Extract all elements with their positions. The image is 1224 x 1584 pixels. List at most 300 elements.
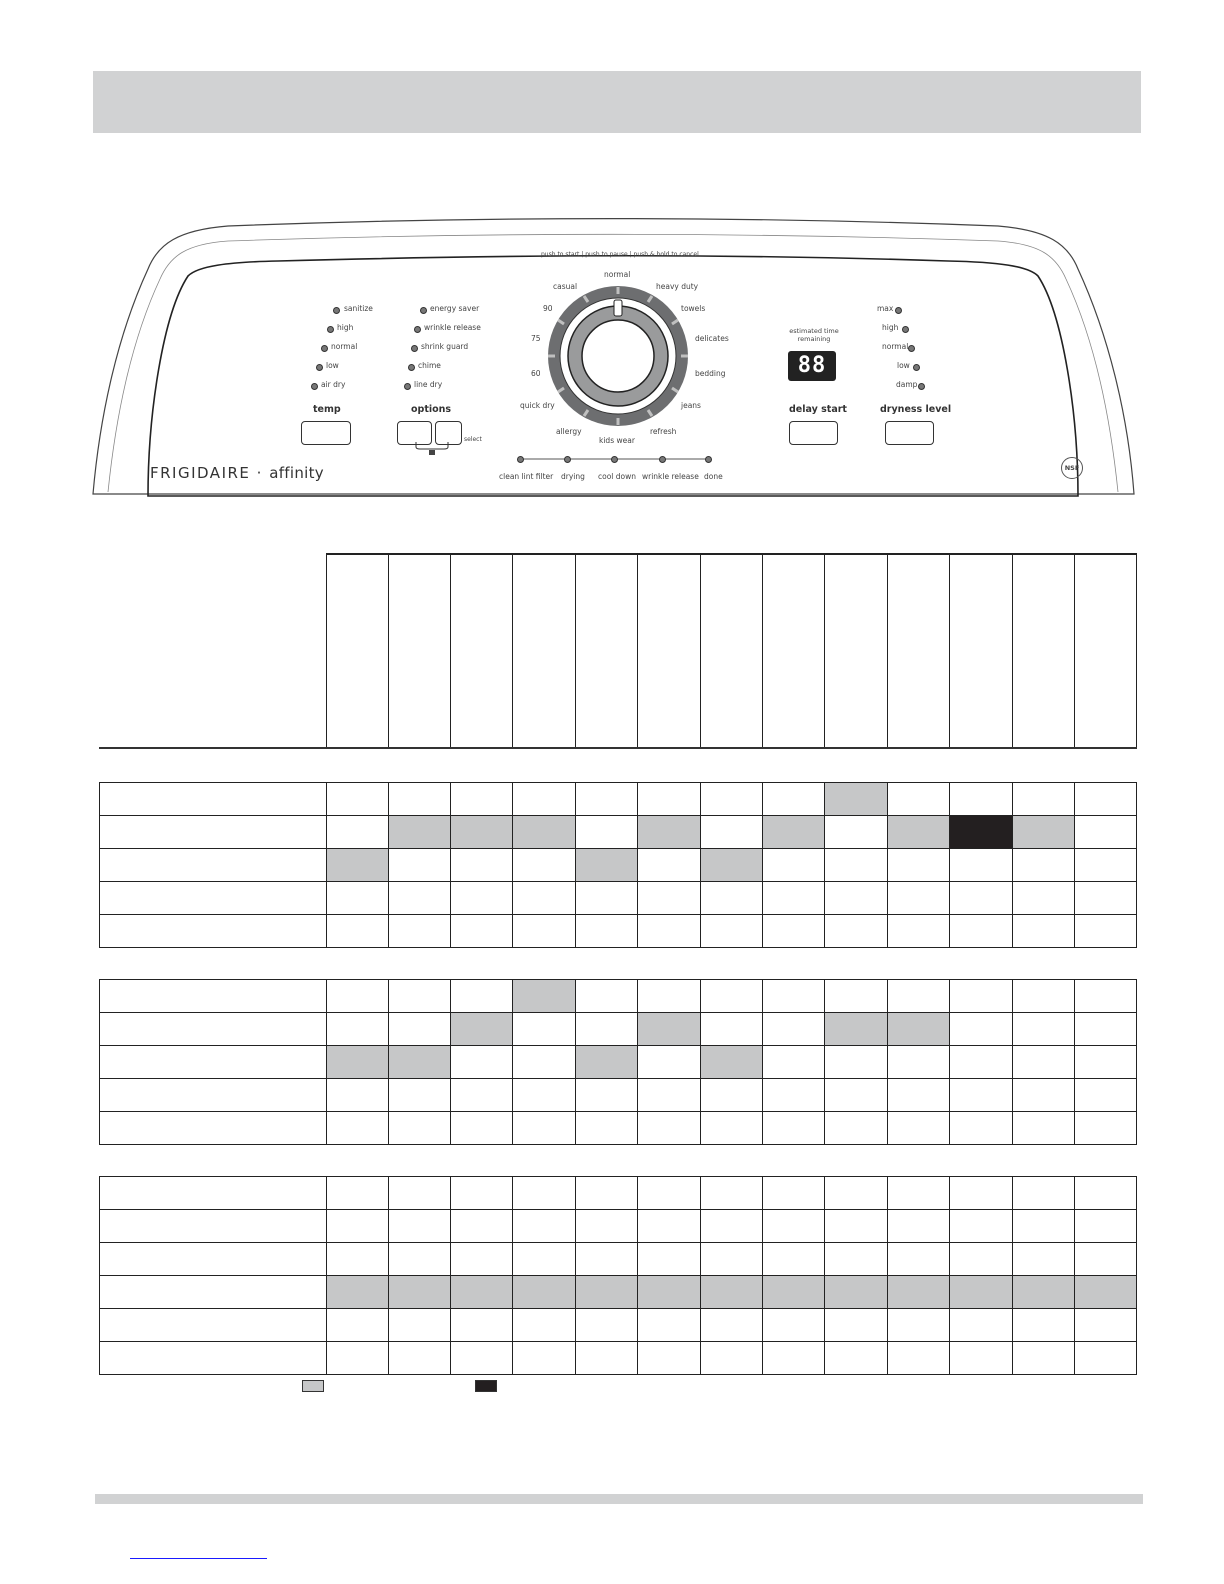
temp-indicator-led bbox=[311, 383, 318, 390]
temp-low: low bbox=[326, 361, 339, 370]
temp-high: high bbox=[337, 323, 354, 332]
table-cell bbox=[326, 782, 389, 816]
cycle-towels: towels bbox=[681, 304, 706, 313]
table-cell bbox=[824, 1275, 888, 1309]
table-cell bbox=[1074, 979, 1137, 1013]
table-cell bbox=[824, 1045, 888, 1079]
dryness-max: max bbox=[877, 304, 894, 313]
table-cell bbox=[326, 848, 389, 882]
table-cell bbox=[824, 914, 888, 948]
table-cell bbox=[762, 1209, 825, 1243]
table-cell bbox=[450, 1209, 513, 1243]
table-cell bbox=[575, 848, 638, 882]
table-cell bbox=[512, 1078, 576, 1112]
status-wrinkle-release: wrinkle release bbox=[642, 472, 699, 481]
table-cell bbox=[762, 1275, 825, 1309]
status-led bbox=[705, 456, 712, 463]
table-cell bbox=[824, 782, 888, 816]
table-cell bbox=[949, 1341, 1013, 1375]
table-cell bbox=[512, 1111, 576, 1145]
table-cell bbox=[450, 848, 513, 882]
row-label-cell bbox=[99, 1045, 327, 1079]
table-cell bbox=[450, 1045, 513, 1079]
table-cell bbox=[887, 782, 950, 816]
temp-sanitize: sanitize bbox=[344, 304, 373, 313]
table-cell bbox=[887, 1275, 950, 1309]
table-cell bbox=[575, 914, 638, 948]
temp-label: temp bbox=[313, 404, 341, 415]
table-cell bbox=[1012, 1012, 1075, 1046]
table-cell bbox=[700, 1242, 763, 1276]
table-cell bbox=[388, 1012, 451, 1046]
table-cell bbox=[700, 1012, 763, 1046]
table-cell bbox=[575, 979, 638, 1013]
table-cell bbox=[700, 1045, 763, 1079]
table-cell bbox=[762, 815, 825, 849]
table-cell bbox=[1074, 815, 1137, 849]
table-cell bbox=[637, 979, 701, 1013]
table-cell bbox=[388, 1209, 451, 1243]
table-cell bbox=[887, 815, 950, 849]
table-cell bbox=[512, 848, 576, 882]
table-cell bbox=[575, 1209, 638, 1243]
table-cell bbox=[1074, 1012, 1137, 1046]
temp-normal: normal bbox=[331, 342, 358, 351]
table-cell bbox=[762, 782, 825, 816]
table-cell bbox=[450, 1275, 513, 1309]
table-cell bbox=[450, 782, 513, 816]
table-cell bbox=[1012, 1176, 1075, 1210]
table-cell bbox=[637, 1242, 701, 1276]
cycle-heavy-duty: heavy duty bbox=[656, 282, 699, 291]
table-cell bbox=[1074, 1111, 1137, 1145]
table-cell bbox=[700, 979, 763, 1013]
table-cell bbox=[1012, 1341, 1075, 1375]
status-led bbox=[659, 456, 666, 463]
dryness-high: high bbox=[882, 323, 899, 332]
table-cell bbox=[1012, 1078, 1075, 1112]
table-cell bbox=[1074, 881, 1137, 915]
table-cell bbox=[512, 1176, 576, 1210]
nsf-badge: NSF bbox=[1061, 457, 1083, 479]
table-cell bbox=[887, 1308, 950, 1342]
status-done: done bbox=[704, 472, 723, 481]
table-cell bbox=[887, 881, 950, 915]
table-cell bbox=[512, 1045, 576, 1079]
start-hint: push to start | push to pause | push & hold to cancel bbox=[541, 251, 699, 258]
column-header bbox=[700, 553, 763, 748]
column-header bbox=[450, 553, 513, 748]
table-cell bbox=[637, 848, 701, 882]
table-cell bbox=[575, 1341, 638, 1375]
row-label-cell bbox=[99, 914, 327, 948]
table-cell bbox=[1074, 1308, 1137, 1342]
table-cell bbox=[1012, 848, 1075, 882]
table-cell bbox=[887, 1242, 950, 1276]
row-label-cell bbox=[99, 815, 327, 849]
table-cell bbox=[949, 1275, 1013, 1309]
row-label-cell bbox=[99, 782, 327, 816]
table-cell bbox=[450, 815, 513, 849]
cycle-casual: casual bbox=[553, 282, 578, 291]
option-indicator-led bbox=[404, 383, 411, 390]
table-cell bbox=[388, 1308, 451, 1342]
table-cell bbox=[700, 914, 763, 948]
table-cell bbox=[575, 1308, 638, 1342]
column-header bbox=[512, 553, 576, 748]
table-cell bbox=[637, 815, 701, 849]
table-cell bbox=[762, 1308, 825, 1342]
row-label-cell bbox=[99, 979, 327, 1013]
table-cell bbox=[326, 979, 389, 1013]
option-chime: chime bbox=[418, 361, 441, 370]
table-cell bbox=[762, 1111, 825, 1145]
table-cell bbox=[637, 1275, 701, 1309]
dryness-indicator-led bbox=[908, 345, 915, 352]
row-label-cell bbox=[99, 1209, 327, 1243]
table-cell bbox=[700, 1275, 763, 1309]
table-cell bbox=[824, 1242, 888, 1276]
option-indicator-led bbox=[411, 345, 418, 352]
footer-bar bbox=[95, 1494, 1143, 1504]
table-cell bbox=[512, 914, 576, 948]
cycle-quick-dry: quick dry bbox=[520, 401, 555, 410]
table-cell bbox=[637, 1078, 701, 1112]
row-label-cell bbox=[99, 881, 327, 915]
table-cell bbox=[1012, 1111, 1075, 1145]
table-cell bbox=[700, 1078, 763, 1112]
table-cell bbox=[1074, 848, 1137, 882]
table-cell bbox=[326, 881, 389, 915]
table-cell bbox=[450, 1111, 513, 1145]
table-cell bbox=[575, 1111, 638, 1145]
table-cell bbox=[700, 881, 763, 915]
table-cell bbox=[824, 881, 888, 915]
table-cell bbox=[388, 914, 451, 948]
brand-name: FRIGIDAIRE bbox=[150, 464, 251, 482]
table-cell bbox=[1074, 1275, 1137, 1309]
table-cell bbox=[1074, 914, 1137, 948]
table-cell bbox=[1012, 1308, 1075, 1342]
dryness-normal: normal bbox=[882, 342, 909, 351]
temp-indicator-led bbox=[316, 364, 323, 371]
table-cell bbox=[512, 782, 576, 816]
table-cell bbox=[949, 1111, 1013, 1145]
dryness-indicator-led bbox=[895, 307, 902, 314]
table-cell bbox=[575, 1012, 638, 1046]
cycle-delicates: delicates bbox=[695, 334, 729, 343]
table-cell bbox=[512, 1012, 576, 1046]
table-cell bbox=[326, 1275, 389, 1309]
table-cell bbox=[388, 1111, 451, 1145]
temp-indicator-led bbox=[321, 345, 328, 352]
table-cell bbox=[949, 782, 1013, 816]
table-cell bbox=[575, 1176, 638, 1210]
row-label-cell bbox=[99, 1242, 327, 1276]
option-indicator-led bbox=[408, 364, 415, 371]
table-cell bbox=[1012, 1242, 1075, 1276]
brand-sub: affinity bbox=[269, 464, 324, 482]
table-cell bbox=[1074, 782, 1137, 816]
table-cell bbox=[388, 881, 451, 915]
table-cell bbox=[637, 1045, 701, 1079]
table-cell bbox=[887, 1341, 950, 1375]
row-label-cell bbox=[99, 1078, 327, 1112]
time-display: 88 bbox=[788, 351, 836, 381]
table-cell bbox=[887, 848, 950, 882]
table-cell bbox=[637, 1111, 701, 1145]
table-cell bbox=[326, 1341, 389, 1375]
table-cell bbox=[949, 815, 1013, 849]
table-cell bbox=[949, 1012, 1013, 1046]
cycle-60: 60 bbox=[531, 369, 541, 378]
table-cell bbox=[824, 1308, 888, 1342]
dryness-low: low bbox=[897, 361, 910, 370]
table-cell bbox=[949, 1078, 1013, 1112]
option-indicator-led bbox=[420, 307, 427, 314]
table-cell bbox=[1074, 1209, 1137, 1243]
table-cell bbox=[450, 1176, 513, 1210]
table-cell bbox=[326, 1209, 389, 1243]
temp-button[interactable] bbox=[301, 421, 351, 445]
table-cell bbox=[1012, 979, 1075, 1013]
table-cell bbox=[1012, 1275, 1075, 1309]
table-cell bbox=[887, 1176, 950, 1210]
status-drying: drying bbox=[561, 472, 585, 481]
table-cell bbox=[388, 1275, 451, 1309]
option-energy-saver: energy saver bbox=[430, 304, 480, 313]
cycle-kids-wear: kids wear bbox=[599, 436, 635, 445]
table-cell bbox=[326, 1242, 389, 1276]
temp-air-dry: air dry bbox=[321, 380, 346, 389]
row-label-cell bbox=[99, 1341, 327, 1375]
table-cell bbox=[575, 782, 638, 816]
table-cell bbox=[512, 815, 576, 849]
table-cell bbox=[512, 881, 576, 915]
table-cell bbox=[450, 1308, 513, 1342]
table-cell bbox=[512, 1341, 576, 1375]
cycle-bedding: bedding bbox=[695, 369, 726, 378]
control-panel bbox=[88, 214, 1138, 504]
table-cell bbox=[326, 1045, 389, 1079]
dryness-level-button[interactable] bbox=[885, 421, 934, 445]
table-cell bbox=[700, 1308, 763, 1342]
option-indicator-led bbox=[414, 326, 421, 333]
option-wrinkle-release: wrinkle release bbox=[424, 323, 481, 332]
cycle-allergy: allergy bbox=[556, 427, 582, 436]
table-cell bbox=[326, 1176, 389, 1210]
status-cool-down: cool down bbox=[598, 472, 637, 481]
column-header bbox=[762, 553, 825, 748]
dryness-indicator-led bbox=[913, 364, 920, 371]
table-cell bbox=[575, 815, 638, 849]
table-cell bbox=[824, 848, 888, 882]
table-cell bbox=[700, 1176, 763, 1210]
cycle-refresh: refresh bbox=[650, 427, 677, 436]
footer-link-underline[interactable] bbox=[130, 1558, 267, 1559]
table-cell bbox=[388, 848, 451, 882]
table-cell bbox=[949, 1045, 1013, 1079]
time-remaining-label: estimated time remaining bbox=[789, 327, 839, 343]
table-cell bbox=[824, 1176, 888, 1210]
table-cell bbox=[700, 815, 763, 849]
table-cell bbox=[824, 1209, 888, 1243]
table-cell bbox=[700, 782, 763, 816]
table-cell bbox=[575, 881, 638, 915]
table-cell bbox=[700, 1111, 763, 1145]
table-cell bbox=[949, 1176, 1013, 1210]
table-cell bbox=[388, 1242, 451, 1276]
table-cell bbox=[824, 1012, 888, 1046]
table-cell bbox=[949, 1209, 1013, 1243]
table-cell bbox=[887, 1012, 950, 1046]
column-header bbox=[887, 553, 950, 748]
cycle-normal: normal bbox=[604, 270, 631, 279]
status-led bbox=[517, 456, 524, 463]
table-cell bbox=[887, 1111, 950, 1145]
table-cell bbox=[637, 1341, 701, 1375]
table-cell bbox=[512, 1308, 576, 1342]
status-clean-lint-filter: clean lint filter bbox=[499, 472, 554, 481]
select-label: select bbox=[464, 436, 482, 443]
table-cell bbox=[575, 1242, 638, 1276]
table-cell bbox=[700, 848, 763, 882]
table-cell bbox=[762, 1045, 825, 1079]
table-cell bbox=[326, 815, 389, 849]
table-cell bbox=[1012, 782, 1075, 816]
table-cell bbox=[949, 848, 1013, 882]
table-cell bbox=[762, 979, 825, 1013]
cycle-75: 75 bbox=[531, 334, 541, 343]
delay-start-button[interactable] bbox=[789, 421, 838, 445]
table-cell bbox=[1012, 881, 1075, 915]
legend-available-swatch bbox=[302, 1380, 324, 1392]
table-cell bbox=[1074, 1341, 1137, 1375]
table-cell bbox=[887, 914, 950, 948]
table-cell bbox=[949, 979, 1013, 1013]
table-cell bbox=[700, 1209, 763, 1243]
table-cell bbox=[1012, 1209, 1075, 1243]
table-cell bbox=[637, 782, 701, 816]
table-cell bbox=[1012, 815, 1075, 849]
table-cell bbox=[326, 1012, 389, 1046]
column-header bbox=[575, 553, 638, 748]
table-cell bbox=[949, 1308, 1013, 1342]
options-label: options bbox=[411, 404, 452, 415]
dryness-indicator-led bbox=[902, 326, 909, 333]
brand-logo: FRIGIDAIRE · affinity bbox=[150, 464, 324, 482]
status-led bbox=[611, 456, 618, 463]
table-cell bbox=[450, 1341, 513, 1375]
table-cell bbox=[512, 1209, 576, 1243]
cycle-90: 90 bbox=[543, 304, 553, 313]
header-bar bbox=[93, 71, 1141, 133]
table-cell bbox=[388, 782, 451, 816]
row-label-cell bbox=[99, 1012, 327, 1046]
table-cell bbox=[1012, 914, 1075, 948]
temp-indicator-led bbox=[333, 307, 340, 314]
table-cell bbox=[637, 1308, 701, 1342]
table-cell bbox=[637, 1176, 701, 1210]
table-cell bbox=[1074, 1078, 1137, 1112]
table-cell bbox=[1074, 1242, 1137, 1276]
delay-start-label: delay start bbox=[789, 404, 847, 415]
table-cell bbox=[824, 1341, 888, 1375]
table-cell bbox=[450, 914, 513, 948]
table-cell bbox=[637, 1209, 701, 1243]
table-cell bbox=[388, 1176, 451, 1210]
column-header bbox=[326, 553, 389, 748]
table-cell bbox=[1074, 1045, 1137, 1079]
column-header bbox=[388, 553, 451, 748]
table-cell bbox=[762, 848, 825, 882]
table-cell bbox=[887, 979, 950, 1013]
table-cell bbox=[450, 881, 513, 915]
lock-icon bbox=[414, 442, 450, 456]
table-cell bbox=[575, 1045, 638, 1079]
table-cell bbox=[512, 979, 576, 1013]
column-header bbox=[949, 553, 1013, 748]
table-cell bbox=[887, 1209, 950, 1243]
legend-default-swatch bbox=[475, 1380, 497, 1392]
table-cell bbox=[824, 979, 888, 1013]
table-cell bbox=[762, 1012, 825, 1046]
option-shrink-guard: shrink guard bbox=[421, 342, 469, 351]
table-cell bbox=[824, 1078, 888, 1112]
table-header-rule bbox=[99, 747, 1137, 749]
row-label-cell bbox=[99, 1308, 327, 1342]
table-cell bbox=[762, 1242, 825, 1276]
table-cell bbox=[949, 881, 1013, 915]
table-cell bbox=[388, 1078, 451, 1112]
row-label-cell bbox=[99, 1176, 327, 1210]
table-cell bbox=[575, 1078, 638, 1112]
table-cell bbox=[450, 1078, 513, 1112]
table-cell bbox=[1012, 1045, 1075, 1079]
table-cell bbox=[450, 979, 513, 1013]
row-label-cell bbox=[99, 1275, 327, 1309]
dryness-damp: damp bbox=[896, 380, 918, 389]
table-cell bbox=[388, 1341, 451, 1375]
table-cell bbox=[637, 1012, 701, 1046]
column-header bbox=[637, 553, 701, 748]
table-cell bbox=[824, 815, 888, 849]
option-line-dry: line dry bbox=[414, 380, 443, 389]
dryness-indicator-led bbox=[918, 383, 925, 390]
column-header bbox=[824, 553, 888, 748]
table-cell bbox=[762, 1341, 825, 1375]
table-cell bbox=[887, 1045, 950, 1079]
table-cell bbox=[326, 1308, 389, 1342]
table-cell bbox=[388, 815, 451, 849]
table-cell bbox=[326, 1078, 389, 1112]
table-cell bbox=[949, 1242, 1013, 1276]
column-header bbox=[1012, 553, 1075, 748]
table-cell bbox=[1074, 1176, 1137, 1210]
row-label-cell bbox=[99, 848, 327, 882]
table-cell bbox=[700, 1341, 763, 1375]
table-cell bbox=[824, 1111, 888, 1145]
table-cell bbox=[887, 1078, 950, 1112]
table-cell bbox=[388, 979, 451, 1013]
table-cell bbox=[575, 1275, 638, 1309]
table-cell bbox=[949, 914, 1013, 948]
temp-indicator-led bbox=[327, 326, 334, 333]
table-cell bbox=[762, 914, 825, 948]
table-cell bbox=[762, 881, 825, 915]
table-cell bbox=[450, 1012, 513, 1046]
table-cell bbox=[450, 1242, 513, 1276]
